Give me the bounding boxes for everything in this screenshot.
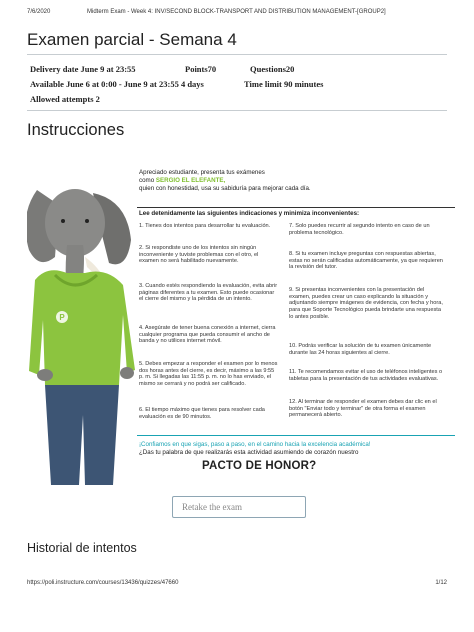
title-divider (27, 54, 447, 55)
mascot-name: SERGIO EL ELEFANTE, (155, 177, 226, 184)
points: Points70 (185, 64, 217, 74)
closing-divider (137, 435, 455, 436)
availability: Available June 6 at 0:00 - June 9 at 23:55 4 days (30, 79, 204, 89)
closing-line-1: ¡Confiamos en que sigas, paso a paso, en el camino hacia la excelencia académica! (139, 441, 371, 448)
greeting-line-2 (139, 177, 225, 185)
print-doc-title: Midterm Exam - Week 4: INV/SECOND BLOCK-TRANSPORT AND DISTRIBUTION MANAGEMENT-[GROUP2] (87, 9, 386, 15)
time-limit: Time limit 90 minutes (244, 79, 324, 89)
greeting-line-1: Apreciado estudiante, presenta tus exámenes (139, 169, 265, 176)
rule-item: 11. Te recomendamos evitar el uso de teléfonos inteligentes o tabletas para la presentación de tus actividades evaluativas. (289, 369, 443, 382)
poster-divider (137, 207, 455, 208)
print-page-number: 1/12 (435, 580, 447, 586)
rule-item: 9. Si presentas inconvenientes con la presentación del examen, puedes crear un caso explicando la situación y adjuntando siempre imágenes de evidencia, con fecha y hora, para que Soporte Tecnológico pueda brindarte una respuesta lo antes posible. (289, 287, 443, 320)
poster-lead: Lee detenidamente las siguientes indicaciones y minimiza inconvenientes: (139, 210, 360, 217)
meta-divider (27, 110, 447, 111)
questions: Questions20 (250, 64, 295, 74)
honor-pact: PACTO DE HONOR? (202, 460, 317, 472)
rule-item: 10. Podrás verificar la solución de tu examen únicamente durante las 24 horas siguientes al cierre. (289, 343, 432, 356)
rule-item: 7. Solo puedes recurrir al segundo intento en caso de un problema tecnológico. (289, 223, 430, 236)
print-date: 7/6/2020 (27, 9, 51, 15)
rule-item: 5. Debes empezar a responder el examen por lo menos dos horas antes del cierre, es decir, máximo a las 9:55 p. m. Si llegadas las 11:55 p. m. no lo has enviado, el mismo se cerrará y no podrá ser calificado. (139, 361, 278, 388)
rule-item: 8. Si tu examen incluye preguntas con respuestas abiertas, estas no serán calificadas automáticamente, ya que requieren la revisión del tutor. (289, 251, 443, 271)
instructions-heading: Instrucciones (27, 121, 125, 139)
rule-item: 3. Cuando estés respondiendo la evaluación, evita abrir páginas diferentes a tu examen. Esto puede ocasionar el cierre del mismo y la pérdida de un intento. (139, 283, 278, 303)
allowed-attempts: Allowed attempts 2 (30, 94, 100, 104)
greeting-line-3: quien con honestidad, usa su sabiduría para mejorar cada día. (139, 185, 311, 192)
greeting-prefix: como (139, 177, 156, 184)
due-date: Delivery date June 9 at 23:55 (30, 64, 136, 74)
print-footer-url: https://poli.instructure.com/courses/13436/quizzes/47660 (27, 580, 179, 586)
rule-item: 1. Tienes dos intentos para desarrollar tu evaluación. (139, 223, 271, 229)
rule-item: 2. Si respondiste uno de los intentos sin ningún inconveniente y tuviste problemas con el otro, el examen no será habilitado nuevamente. (139, 245, 259, 265)
rule-item: 4. Asegúrate de tener buena conexión a internet, cierra cualquier programa que pueda consumir el ancho de banda y no utilices internet móvil. (139, 325, 276, 345)
shirt-logo: P (59, 313, 65, 322)
rule-item: 6. El tiempo máximo que tienes para resolver cada evaluación es de 90 minutos. (139, 407, 265, 420)
instructions-poster (27, 145, 455, 485)
rule-item: 12. Al terminar de responder el examen debes dar clic en el botón "Enviar todo y terminar" de otra forma el examen permanecerá abierto. (289, 399, 437, 419)
page-title: Examen parcial - Semana 4 (27, 30, 237, 49)
elephant-mascot (27, 145, 145, 485)
closing-line-2: ¿Das tu palabra de que realizarás esta actividad asumiendo de corazón nuestro (139, 449, 359, 456)
attempt-history-heading: Historial de intentos (27, 541, 137, 555)
retake-exam-button[interactable]: Retake the exam (172, 496, 306, 518)
